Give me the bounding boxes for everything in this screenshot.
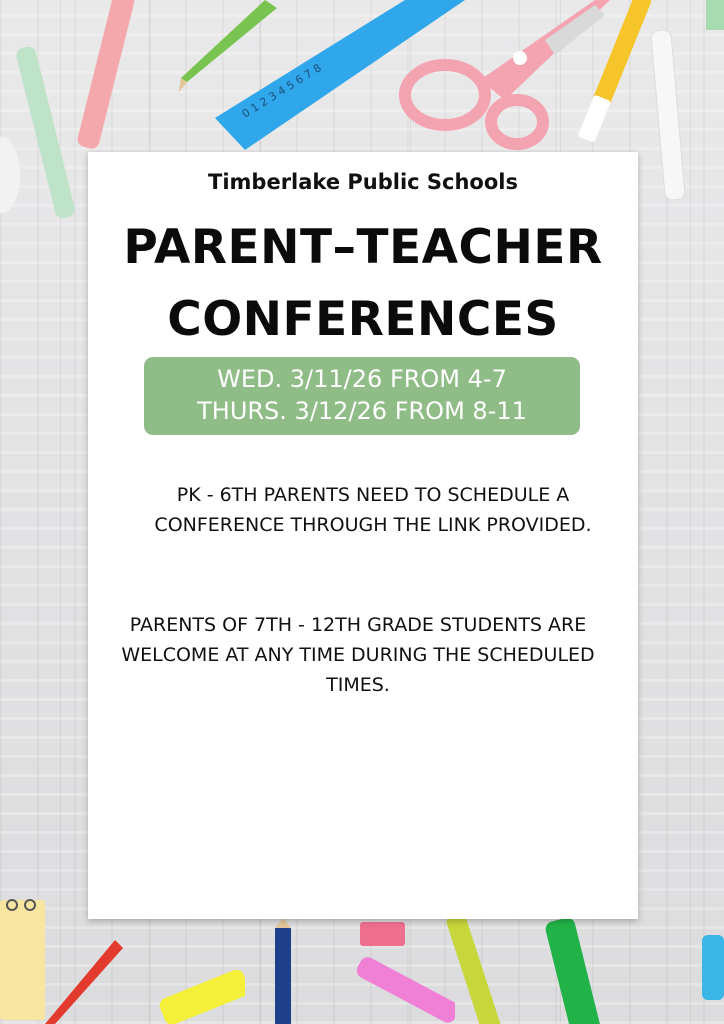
pk-6th-paragraph: PK - 6TH PARENTS NEED TO SCHEDULE A CONFERENCE THROUGH THE LINK PROVIDED. bbox=[154, 484, 592, 536]
green-marker-icon bbox=[540, 918, 620, 1024]
school-name: Timberlake Public Schools bbox=[208, 170, 518, 194]
date-line-2: THURS. 3/12/26 FROM 8-11 bbox=[197, 397, 527, 425]
blue-pencil-icon bbox=[272, 918, 294, 1024]
pink-clip-icon bbox=[355, 918, 410, 952]
white-object-icon bbox=[0, 130, 25, 220]
ruler-label: 0 1 2 3 4 5 6 7 8 bbox=[239, 61, 324, 121]
pink-chalk-icon bbox=[70, 0, 140, 160]
green-corner-icon bbox=[700, 0, 724, 40]
flyer-paper bbox=[88, 152, 638, 919]
7th-12th-paragraph: PARENTS OF 7TH - 12TH GRADE STUDENTS ARE WELCOME AT ANY TIME DURING THE SCHEDULED TIMES. bbox=[121, 614, 595, 696]
pink-marker-icon bbox=[345, 952, 455, 1024]
yellow-highlighter-icon bbox=[150, 970, 245, 1024]
title-line-1: PARENT–TEACHER bbox=[123, 220, 603, 275]
dates-box bbox=[144, 357, 580, 435]
title-line-2: CONFERENCES bbox=[167, 292, 559, 347]
date-line-1: WED. 3/11/26 FROM 4-7 bbox=[217, 365, 507, 393]
white-chalk-icon bbox=[640, 25, 700, 205]
yellow-green-pencil-icon bbox=[445, 918, 515, 1024]
blue-sharpener-icon bbox=[698, 935, 724, 1005]
red-pencil-icon bbox=[45, 940, 125, 1024]
